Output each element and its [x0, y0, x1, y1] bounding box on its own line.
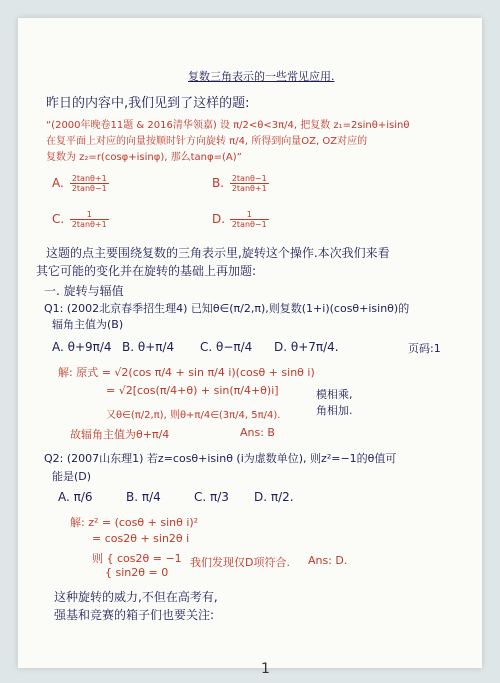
- q0-choice-c-fraction: $\frac{1}{2\tan\theta+1}$: [71, 210, 107, 229]
- sol2-line-2: = cos2θ + sin2θ i: [92, 532, 190, 545]
- side-note: 页码:1: [408, 342, 441, 355]
- q2-line-2: 能是(D): [52, 470, 92, 483]
- sol1-note-2: 角相加.: [316, 404, 353, 417]
- paragraph-line-1: 这题的点主要围绕复数的三角表示里,旋转这个操作.本次我们来看: [46, 246, 390, 260]
- q2-choice-b: B. π/4: [126, 490, 161, 504]
- paragraph-line-2: 其它可能的变化并在旋转的基础上再加题:: [36, 264, 257, 278]
- quote-line-2: 在复平面上对应的向量按顺时针方向旋转 π/4, 所得到向量OZ, OZ对应的: [46, 136, 368, 147]
- sol2-line-3b: { sin2θ = 0: [105, 566, 169, 579]
- closing-line-1: 这种旋转的威力,不但在高考有,: [54, 590, 218, 604]
- closing-line-2: 强基和竞赛的箱子们也要关注:: [54, 608, 215, 622]
- q0-choice-a: A. $\frac{2\tan\theta+1}{2\tan\theta-1}$: [52, 174, 107, 193]
- sol2-line-3c: 我们发现仅D项符合.: [190, 556, 290, 569]
- q2-choice-c: C. π/3: [194, 490, 229, 504]
- quote-line-1: “(2000年晚卷11题 & 2016清华领嘉) 设 π/2<θ<3π/4, 把复数 z₁=2sinθ+isinθ: [46, 120, 410, 131]
- sol1-line-2: = √2[cos(π/4+θ) + sin(π/4+θ)i]: [106, 384, 279, 397]
- sol1-line-1: 解: 原式 = √2(cos π/4 + sin π/4 i)(cosθ + sinθ i): [58, 366, 315, 379]
- q0-choice-d: D. $\frac{1}{2\tan\theta-1}$: [212, 210, 267, 229]
- q1-choice-b: B. θ+π/4: [122, 340, 175, 354]
- q0-choice-a-fraction: $\frac{2\tan\theta+1}{2\tan\theta-1}$: [71, 174, 107, 193]
- q1-line-2: 辐角主值为(B): [52, 318, 124, 331]
- q1-choice-a: A. θ+9π/4: [52, 340, 112, 354]
- intro-text: 昨日的内容中,我们见到了这样的题:: [46, 96, 250, 111]
- notebook-page: [18, 18, 482, 677]
- sol1-line-4: 故辐角主值为θ+π/4: [70, 428, 170, 441]
- q0-choice-c: C. $\frac{1}{2\tan\theta+1}$: [52, 210, 107, 229]
- page-number: 1: [261, 661, 270, 677]
- q1-choice-c: C. θ−π/4: [200, 340, 253, 354]
- q2-line-1: Q2: (2007山东理1) 若z=cosθ+isinθ (i为虚数单位), 则z²=−1的θ值可: [44, 452, 397, 465]
- q2-choice-a: A. π/6: [58, 490, 93, 504]
- quote-line-3: 复数为 z₂=r(cosφ+isinφ), 那么tanφ=(A)”: [46, 152, 242, 163]
- q0-choice-b: B. $\frac{2\tan\theta-1}{2\tan\theta+1}$: [212, 174, 267, 193]
- q1-choice-d: D. θ+7π/4.: [274, 340, 339, 354]
- q2-choice-d: D. π/2.: [254, 490, 294, 504]
- sol1-note-1: 模相乘,: [316, 388, 353, 401]
- sol1-line-3: 又θ∈(π/2,π), 则θ+π/4∈(3π/4, 5π/4).: [106, 410, 281, 421]
- q1-line-1: Q1: (2002北京春季招生理4) 已知θ∈(π/2,π),则复数(1+i)(cosθ+isinθ)的: [44, 302, 410, 315]
- sol2-answer: Ans: D.: [308, 554, 348, 567]
- sol1-answer: Ans: B: [240, 426, 275, 439]
- sol2-line-1: 解: z² = (cosθ + sinθ i)²: [70, 516, 199, 529]
- section-heading-1: 一. 旋转与辐值: [44, 284, 124, 298]
- sol2-line-3a: 则 { cos2θ = −1: [92, 552, 182, 565]
- q0-choice-d-fraction: $\frac{1}{2\tan\theta-1}$: [231, 210, 267, 229]
- q0-choice-b-fraction: $\frac{2\tan\theta-1}{2\tan\theta+1}$: [231, 174, 267, 193]
- page-title: 复数三角表示的一些常见应用.: [188, 70, 335, 83]
